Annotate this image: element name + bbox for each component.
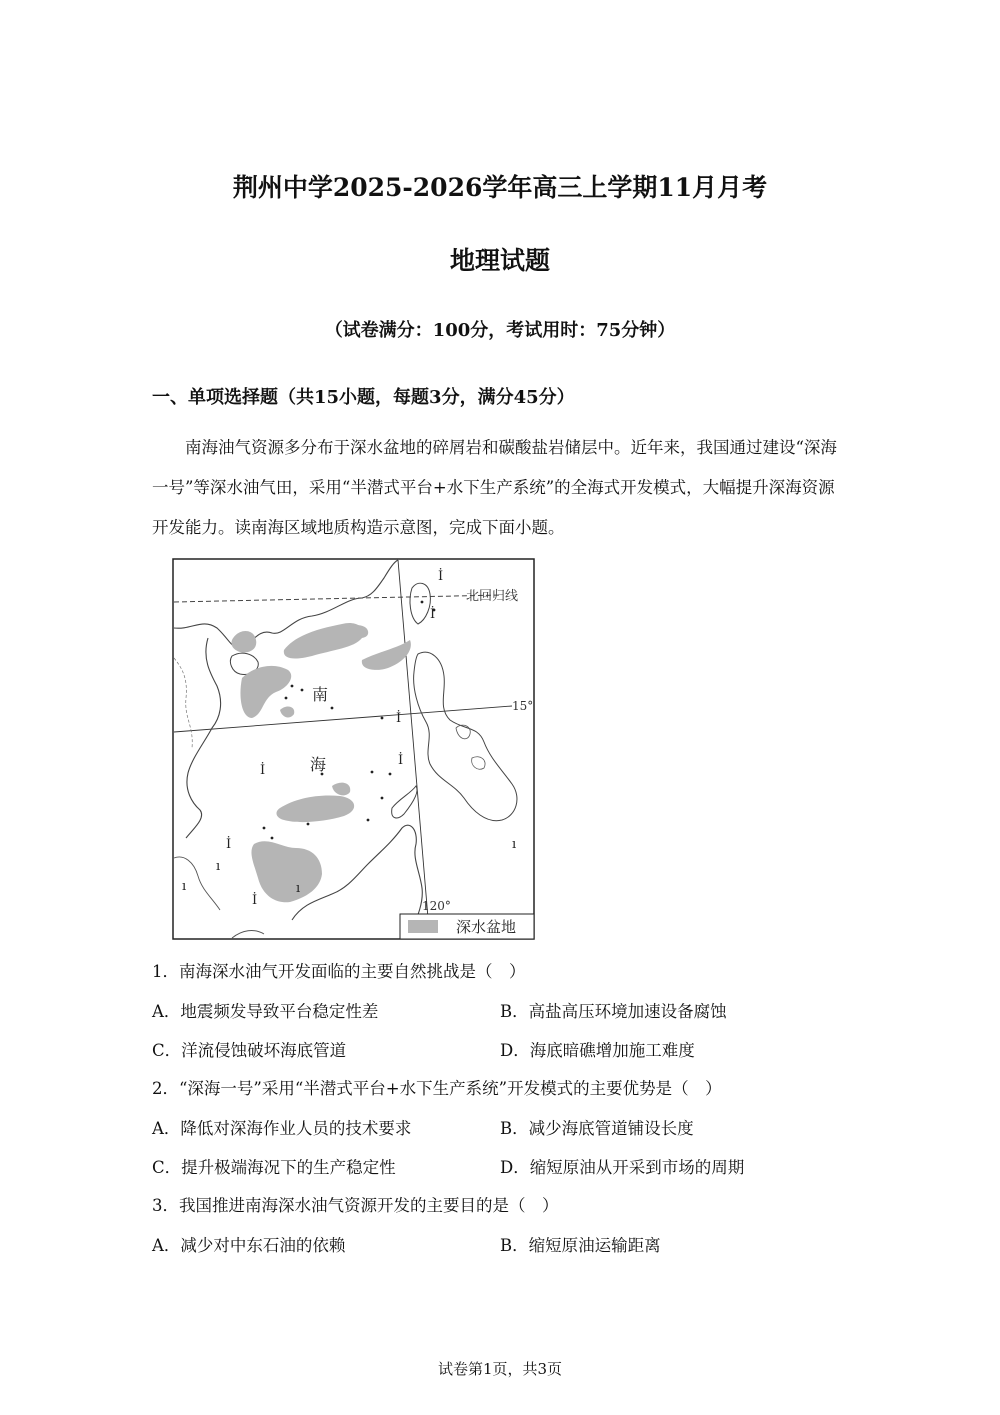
- svg-text:İ: İ: [226, 837, 232, 852]
- question-1-option-a: A．地震频发导致平台稳定性差: [152, 1002, 379, 1021]
- exam-info: （试卷满分：100分，考试用时：75分钟）: [324, 320, 676, 341]
- svg-text:ı: ı: [216, 859, 221, 874]
- question-2-option-a: A．降低对深海作业人员的技术要求: [152, 1119, 412, 1138]
- question-3-stem: 3．我国推进南海深水油气资源开发的主要目的是（ ）: [152, 1196, 559, 1215]
- svg-text:İ: İ: [252, 893, 258, 908]
- sea-label-nan: 南: [312, 685, 329, 704]
- passage-text: 南海油气资源多分布于深水盆地的碎屑岩和碳酸盐岩储层中。近年来，我国通过建设“深海一号”等深水油气田，采用“半潜式平台+水下生产系统”的全海式开发模式，大幅提升深海资源开发能力。读南海区域地质构造示意图，完成下面小题。: [152, 438, 837, 537]
- legend-label: 深水盆地: [456, 918, 517, 936]
- svg-text:İ: İ: [398, 753, 404, 768]
- exam-subject: 地理试题: [449, 246, 550, 275]
- question-2-option-b: B．减少海底管道铺设长度: [500, 1119, 694, 1138]
- section-heading: 一、单项选择题（共15小题，每题3分，满分45分）: [152, 387, 575, 408]
- svg-text:İ: İ: [430, 607, 436, 622]
- question-3-option-a: A．减少对中东石油的依赖: [152, 1236, 346, 1255]
- longitude-label: 120°: [422, 899, 451, 913]
- question-1-option-c: C．洋流侵蚀破坏海底管道: [152, 1041, 347, 1060]
- sea-label-hai: 海: [310, 755, 327, 774]
- latitude-label: 15°: [512, 699, 534, 713]
- question-3-option-b: B．缩短原油运输距离: [500, 1236, 661, 1255]
- question-1-option-d: D．海底暗礁增加施工难度: [500, 1041, 695, 1060]
- legend-swatch: [408, 920, 438, 933]
- svg-text:İ: İ: [260, 763, 266, 778]
- question-2-option-d: D．缩短原油从开采到市场的周期: [500, 1158, 745, 1177]
- svg-text:ı: ı: [182, 879, 187, 894]
- svg-text:İ: İ: [438, 569, 444, 584]
- question-1-stem: 1．南海深水油气开发面临的主要自然挑战是（ ）: [152, 962, 526, 981]
- south-china-sea-map: [172, 558, 535, 940]
- exam-title: 荆州中学2025-2026学年高三上学期11月月考: [232, 173, 768, 202]
- map-frame: [173, 559, 534, 939]
- svg-text:ı: ı: [512, 837, 517, 852]
- tropic-label: 北回归线: [466, 589, 519, 604]
- svg-text:ı: ı: [296, 881, 301, 896]
- question-1-option-b: B．高盐高压环境加速设备腐蚀: [500, 1002, 727, 1021]
- page-footer: 试卷第1页，共3页: [437, 1360, 563, 1378]
- svg-text:İ: İ: [396, 711, 402, 726]
- question-2-stem: 2．“深海一号”采用“半潜式平台+水下生产系统”开发模式的主要优势是（ ）: [152, 1079, 722, 1098]
- question-2-option-c: C．提升极端海况下的生产稳定性: [152, 1158, 396, 1177]
